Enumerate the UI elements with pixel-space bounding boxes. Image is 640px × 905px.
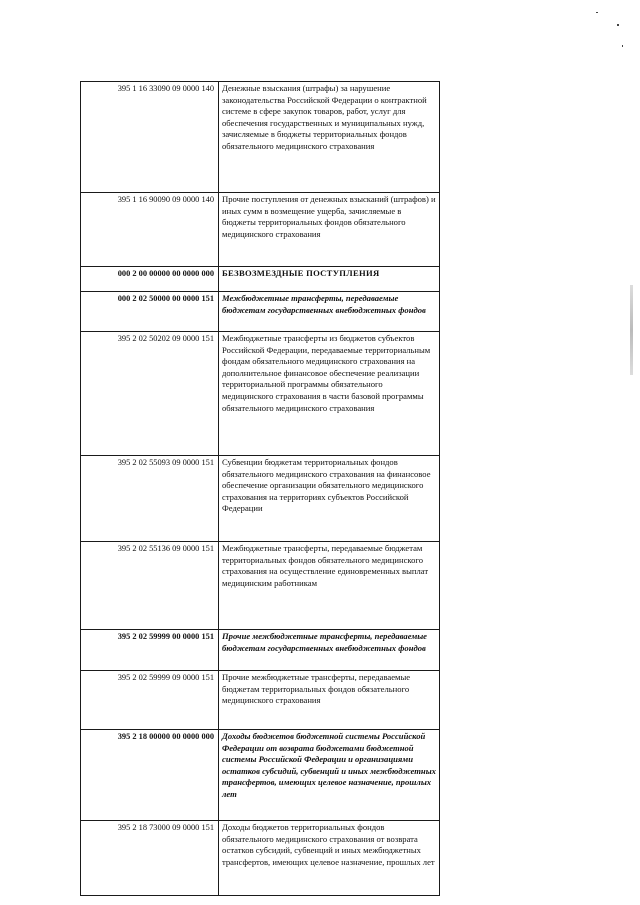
scan-speck: [622, 45, 623, 47]
table-row: [81, 332, 440, 456]
table-row: [81, 267, 440, 292]
table-row: [81, 821, 440, 896]
table-row: [81, 671, 440, 730]
revenue-name-cell: Субвенции бюджетам территориальных фондов обязательного медицинского страхования на финансовое обеспечение организации обязательного медицинского страхования на территориях субъектов Российской Федерации: [219, 456, 440, 542]
budget-code-cell: 395 1 16 33090 09 0000 140: [81, 82, 219, 193]
table-row: [81, 193, 440, 267]
budget-code-cell: 395 1 16 90090 09 0000 140: [81, 193, 219, 267]
revenue-name-cell: Денежные взыскания (штрафы) за нарушение законодательства Российской Федерации о контрактной системе в сфере закупок товаров, работ, услуг для обеспечения государственных и муниципальных нужд, зачисляемые в бюджеты территориальных фондов обязательного медицинского страхования: [219, 82, 440, 193]
scan-edge-shadow: [630, 285, 633, 375]
revenue-name-cell: БЕЗВОЗМЕЗДНЫЕ ПОСТУПЛЕНИЯ: [219, 267, 440, 292]
table-row: [81, 456, 440, 542]
revenue-name-cell: Прочие поступления от денежных взысканий (штрафов) и иных сумм в возмещение ущерба, зачисляемые в бюджеты территориальных фондов обязательного медицинского страхования: [219, 193, 440, 267]
revenue-name-cell: Доходы бюджетов бюджетной системы Российской Федерации от возврата бюджетами бюджетной системы Российской Федерации и организациями остатков субсидий, субвенций и иных межбюджетных трансфертов, имеющих целевое назначение, прошлых лет: [219, 730, 440, 821]
scan-speck: [596, 12, 598, 13]
revenue-name-cell: Межбюджетные трансферты, передаваемые бюджетам территориальных фондов обязательного медицинского страхования на осуществление единовременных выплат медицинским работникам: [219, 542, 440, 630]
budget-code-cell: 395 2 18 00000 00 0000 000: [81, 730, 219, 821]
revenue-name-cell: Межбюджетные трансферты из бюджетов субъектов Российской Федерации, передаваемые территориальным фондам обязательного медицинского страхования на дополнительное финансовое обеспечение реализации территориальной программы обязательного медицинского страхования в части базовой программы обязательного медицинского страхования: [219, 332, 440, 456]
budget-code-cell: 395 2 02 55136 09 0000 151: [81, 542, 219, 630]
revenue-name-cell: Прочие межбюджетные трансферты, передаваемые бюджетам государственных внебюджетных фондов: [219, 630, 440, 671]
scan-speck: [617, 24, 619, 26]
budget-code-cell: 395 2 02 50202 09 0000 151: [81, 332, 219, 456]
budget-code-cell: 395 2 18 73000 09 0000 151: [81, 821, 219, 896]
budget-code-cell: 395 2 02 59999 09 0000 151: [81, 671, 219, 730]
table-row: [81, 82, 440, 193]
budget-code-cell: 395 2 02 59999 00 0000 151: [81, 630, 219, 671]
budget-code-cell: 000 2 00 00000 00 0000 000: [81, 267, 219, 292]
budget-code-cell: 000 2 02 50000 00 0000 151: [81, 292, 219, 332]
table-row: [81, 730, 440, 821]
revenue-name-cell: Доходы бюджетов территориальных фондов обязательного медицинского страхования от возврата остатков субсидий, субвенций и иных межбюджетных трансфертов, имеющих целевое назначение, прошлых лет: [219, 821, 440, 896]
table-row: [81, 630, 440, 671]
revenue-name-cell: Межбюджетные трансферты, передаваемые бюджетам государственных внебюджетных фондов: [219, 292, 440, 332]
table-row: [81, 542, 440, 630]
budget-code-cell: 395 2 02 55093 09 0000 151: [81, 456, 219, 542]
table-row: [81, 292, 440, 332]
revenue-name-cell: Прочие межбюджетные трансферты, передаваемые бюджетам территориальных фондов обязательного медицинского страхования: [219, 671, 440, 730]
revenue-table: [80, 81, 440, 896]
